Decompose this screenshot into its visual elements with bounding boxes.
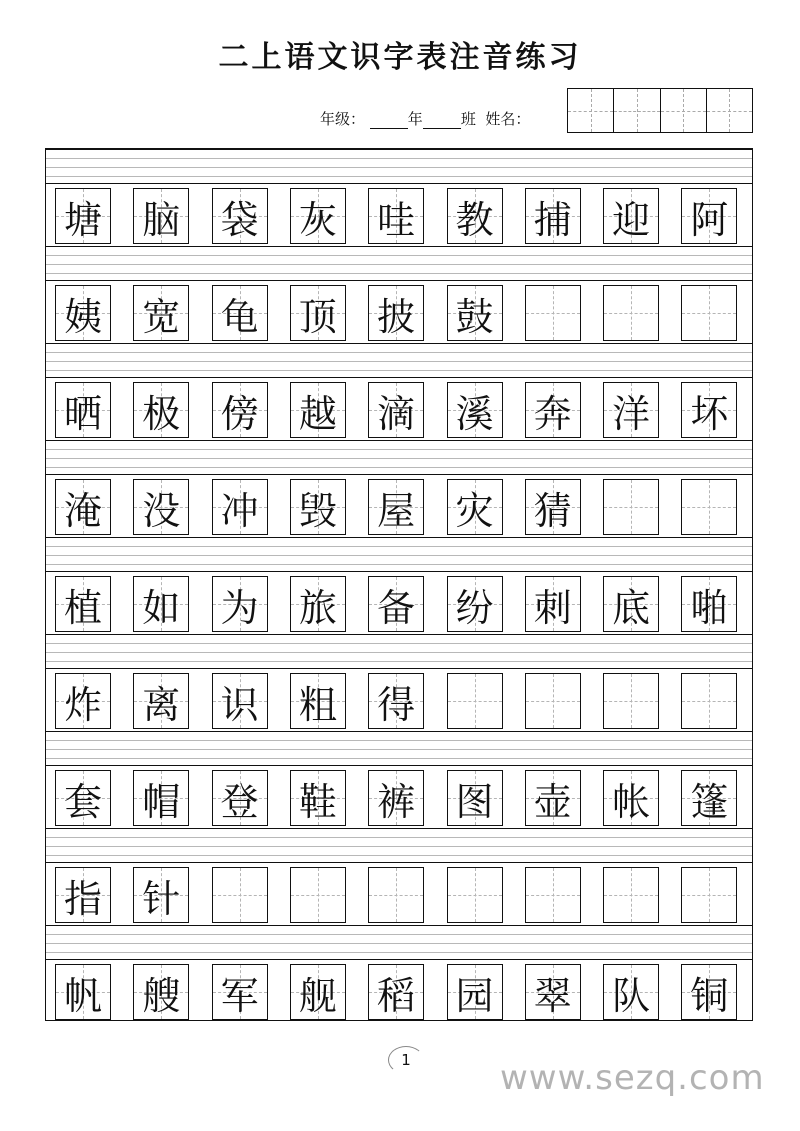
character-text: 迎: [612, 197, 651, 242]
character-cell: [290, 285, 346, 341]
character-cell: [681, 964, 737, 1020]
character-text: 粗: [298, 682, 337, 727]
page-number: [386, 1046, 426, 1074]
character-text: 队: [612, 973, 651, 1018]
character-cell: [290, 188, 346, 244]
character-text: 屋: [377, 488, 416, 533]
character-cell: [55, 382, 111, 438]
character-cell: [133, 285, 189, 341]
character-text: 炸: [63, 682, 102, 727]
character-text: 稻: [377, 973, 416, 1018]
character-cell: [133, 576, 189, 632]
empty-character-cell[interactable]: [212, 867, 268, 923]
character-text: 铜: [690, 973, 729, 1018]
character-text: 灾: [455, 488, 494, 533]
empty-character-cell[interactable]: [681, 673, 737, 729]
empty-character-cell[interactable]: [603, 867, 659, 923]
character-cell: [55, 673, 111, 729]
character-cell: [603, 188, 659, 244]
character-text: 舰: [298, 973, 337, 1018]
character-cell: [212, 673, 268, 729]
character-cell: [368, 382, 424, 438]
pinyin-writing-band[interactable]: [46, 634, 752, 669]
character-text: 哇: [377, 197, 416, 242]
character-text: [682, 868, 736, 922]
character-text: 帆: [63, 973, 102, 1018]
character-text: 底: [612, 585, 651, 630]
character-text: [526, 674, 580, 728]
character-cell: [212, 285, 268, 341]
character-cell: [368, 673, 424, 729]
character-cell: [603, 964, 659, 1020]
character-text: 越: [298, 391, 337, 436]
name-grid[interactable]: [567, 88, 753, 133]
character-cell: [368, 964, 424, 1020]
empty-character-cell[interactable]: [525, 867, 581, 923]
watermark: www.sezq.com: [500, 1058, 765, 1098]
character-text: 猜: [533, 488, 572, 533]
character-text: [604, 868, 658, 922]
character-text: [682, 480, 736, 534]
page-number-text: 1: [401, 1051, 411, 1069]
character-cell: [525, 382, 581, 438]
character-cell: [212, 576, 268, 632]
character-cell: [525, 770, 581, 826]
character-text: 纷: [455, 585, 494, 630]
character-text: 帐: [612, 779, 651, 824]
name-box[interactable]: [707, 89, 752, 132]
character-text: 刺: [533, 585, 572, 630]
character-cell: [212, 382, 268, 438]
character-text: [604, 674, 658, 728]
character-cell: [133, 770, 189, 826]
character-cell: [368, 285, 424, 341]
pinyin-writing-band[interactable]: [46, 343, 752, 378]
character-cell: [290, 382, 346, 438]
character-text: [448, 674, 502, 728]
character-cell: [55, 188, 111, 244]
character-cell: [133, 188, 189, 244]
character-cell: [681, 576, 737, 632]
character-text: [526, 286, 580, 340]
character-text: 塘: [63, 197, 102, 242]
character-cell: [212, 770, 268, 826]
character-text: 洋: [612, 391, 651, 436]
character-text: 姨: [63, 294, 102, 339]
character-text: [448, 868, 502, 922]
character-text: [604, 480, 658, 534]
character-cell: [368, 576, 424, 632]
character-text: [291, 868, 345, 922]
class-blank[interactable]: [423, 114, 461, 129]
character-text: 篷: [690, 779, 729, 824]
pinyin-writing-band[interactable]: [46, 149, 752, 184]
character-text: 晒: [63, 391, 102, 436]
character-text: 识: [220, 682, 259, 727]
character-cell: [525, 188, 581, 244]
empty-character-cell[interactable]: [681, 285, 737, 341]
empty-character-cell[interactable]: [681, 867, 737, 923]
character-text: 披: [377, 294, 416, 339]
character-cell: [290, 576, 346, 632]
character-cell: [603, 770, 659, 826]
character-cell: [290, 673, 346, 729]
character-text: 裤: [377, 779, 416, 824]
character-cell: [55, 479, 111, 535]
character-text: 淹: [63, 488, 102, 533]
character-text: 鞋: [298, 779, 337, 824]
character-text: 壶: [533, 779, 572, 824]
character-cell: [55, 770, 111, 826]
character-text: 龟: [220, 294, 259, 339]
character-cell: [368, 479, 424, 535]
grade-blank[interactable]: [370, 114, 408, 129]
character-cell: [133, 479, 189, 535]
character-cell: [55, 867, 111, 923]
character-text: 军: [220, 973, 259, 1018]
character-text: 套: [63, 779, 102, 824]
character-cell: [525, 964, 581, 1020]
character-cell: [681, 188, 737, 244]
character-text: 如: [142, 585, 181, 630]
name-label: 姓名：: [485, 110, 531, 128]
year-suffix: 年: [407, 110, 423, 128]
character-text: [682, 286, 736, 340]
character-cell: [212, 479, 268, 535]
character-text: 园: [455, 973, 494, 1018]
character-text: 傍: [220, 391, 259, 436]
character-text: 没: [142, 488, 181, 533]
character-text: [604, 286, 658, 340]
pinyin-writing-band[interactable]: [46, 537, 752, 572]
character-cell: [290, 964, 346, 1020]
character-text: 旅: [298, 585, 337, 630]
character-cell: [212, 188, 268, 244]
character-text: 艘: [142, 973, 181, 1018]
character-text: 为: [220, 585, 259, 630]
character-text: 冲: [220, 488, 259, 533]
character-text: 捕: [533, 197, 572, 242]
character-cell: [447, 382, 503, 438]
empty-character-cell[interactable]: [525, 673, 581, 729]
character-text: [682, 674, 736, 728]
character-text: 啪: [690, 585, 729, 630]
pinyin-writing-band[interactable]: [46, 828, 752, 863]
character-cell: [447, 285, 503, 341]
character-text: 袋: [220, 197, 259, 242]
empty-character-cell[interactable]: [525, 285, 581, 341]
character-text: 阿: [690, 197, 729, 242]
empty-character-cell[interactable]: [603, 673, 659, 729]
character-cell: [368, 770, 424, 826]
character-text: 脑: [142, 197, 181, 242]
empty-character-cell[interactable]: [447, 673, 503, 729]
character-text: 指: [63, 876, 102, 921]
character-text: 备: [377, 585, 416, 630]
character-cell: [133, 964, 189, 1020]
character-cell: [681, 770, 737, 826]
character-cell: [681, 382, 737, 438]
character-text: 极: [142, 391, 181, 436]
character-text: 得: [377, 682, 416, 727]
name-box[interactable]: [568, 89, 614, 132]
character-cell: [290, 770, 346, 826]
character-text: 坏: [690, 391, 729, 436]
character-cell: [55, 964, 111, 1020]
character-cell: [447, 964, 503, 1020]
character-cell: [525, 576, 581, 632]
student-info-line: [320, 108, 530, 129]
character-cell: [133, 673, 189, 729]
empty-character-cell[interactable]: [603, 479, 659, 535]
character-text: 溪: [455, 391, 494, 436]
empty-character-cell[interactable]: [368, 867, 424, 923]
character-cell: [447, 479, 503, 535]
character-cell: [55, 576, 111, 632]
character-cell: [525, 479, 581, 535]
character-text: 滴: [377, 391, 416, 436]
grade-label: 年级：: [320, 110, 366, 128]
practice-sheet: [45, 148, 753, 1021]
character-text: 帽: [142, 779, 181, 824]
empty-character-cell[interactable]: [290, 867, 346, 923]
character-text: 毁: [298, 488, 337, 533]
character-text: 顶: [298, 294, 337, 339]
character-cell: [603, 382, 659, 438]
character-text: 翠: [533, 973, 572, 1018]
name-box[interactable]: [614, 89, 660, 132]
character-text: 鼓: [455, 294, 494, 339]
pinyin-writing-band[interactable]: [46, 925, 752, 960]
character-cell: [55, 285, 111, 341]
character-cell: [290, 479, 346, 535]
character-text: [526, 868, 580, 922]
name-box[interactable]: [661, 89, 707, 132]
page-title: 二上语文识字表注音练习: [218, 40, 582, 75]
character-text: 针: [142, 876, 181, 921]
character-text: 奔: [533, 391, 572, 436]
character-cell: [133, 867, 189, 923]
character-cell: [447, 188, 503, 244]
class-suffix: 班: [460, 110, 476, 128]
character-text: 登: [220, 779, 259, 824]
character-text: 离: [142, 682, 181, 727]
character-text: [213, 868, 267, 922]
pinyin-writing-band[interactable]: [46, 731, 752, 766]
character-cell: [447, 576, 503, 632]
character-cell: [447, 770, 503, 826]
character-text: 植: [63, 585, 102, 630]
empty-character-cell[interactable]: [681, 479, 737, 535]
character-text: 图: [455, 779, 494, 824]
pinyin-writing-band[interactable]: [46, 246, 752, 281]
character-cell: [212, 964, 268, 1020]
character-text: 灰: [298, 197, 337, 242]
character-cell: [368, 188, 424, 244]
empty-character-cell[interactable]: [447, 867, 503, 923]
empty-character-cell[interactable]: [603, 285, 659, 341]
character-text: [369, 868, 423, 922]
character-cell: [133, 382, 189, 438]
character-text: 宽: [142, 294, 181, 339]
pinyin-writing-band[interactable]: [46, 440, 752, 475]
character-cell: [603, 576, 659, 632]
character-text: 教: [455, 197, 494, 242]
